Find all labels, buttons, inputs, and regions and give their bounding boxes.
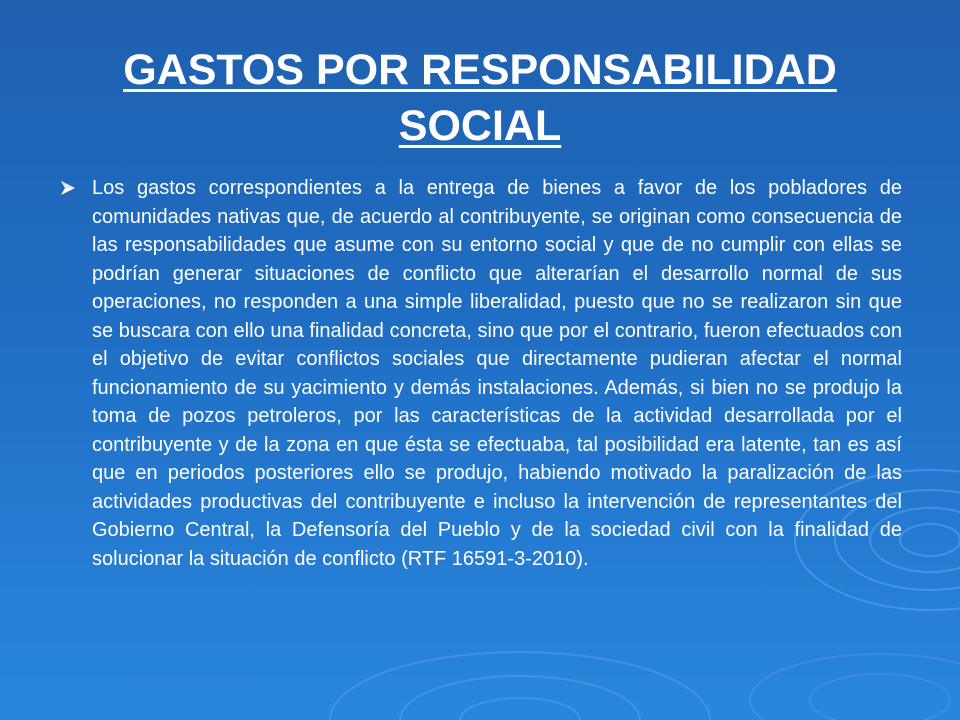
bullet-text: Los gastos correspondientes a la entrega de bienes a favor de los pobladores de comunidades nativas que, de acuerdo al contribuyente, se originan como consecuencia de las responsabilidades que asume con su entorno social y que de no cumplir con ellas se podrían generar situaciones de conflicto que alterarían el desarrollo normal de sus operaciones, no responden a una simple liberalidad, puesto que no se realizaron sin que se buscara con ello una finalidad concreta, sino que por el contrario, fueron efectuados con el objetivo de evitar conflictos sociales que directamente pudieran afectar el normal funcionamiento de su yacimiento y demás instalaciones. Además, si bien no se produjo la toma de pozos petroleros, por las características de la actividad desarrollada por el contribuyente y de la zona en que ésta se efectuaba, tal posibilidad era latente, tan es así que en periodos posteriores ello se produjo, habiendo motivado la paralización de las actividades productivas del contribuyente e incluso la intervención de representantes del Gobierno Central, la Defensoría del Pueblo y de la sociedad civil con la finalidad de solucionar la situación de conflicto (RTF 16591-3-2010). — [92, 177, 902, 570]
bullet-item — [60, 174, 902, 573]
slide-title: GASTOS POR RESPONSABILIDAD SOCIAL — [123, 46, 837, 150]
arrowhead-bullet-icon — [60, 180, 76, 196]
